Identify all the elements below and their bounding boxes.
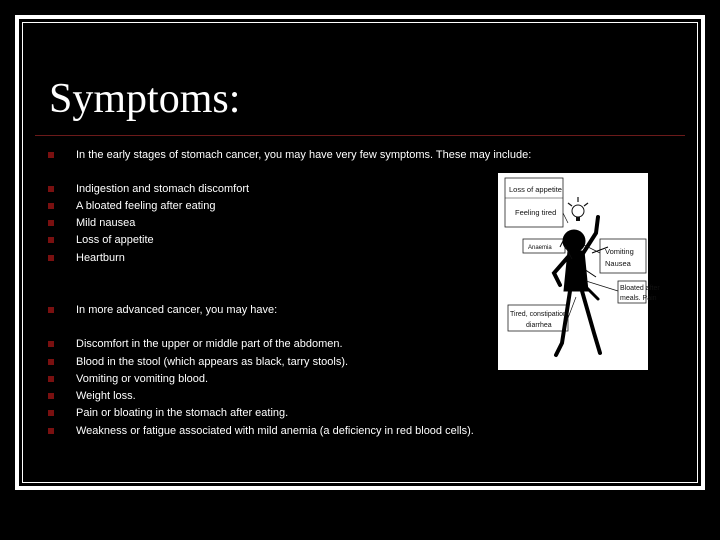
- bullet-item: [48, 371, 528, 388]
- bullet-item: [48, 423, 528, 440]
- label-vomiting: Vomiting: [605, 247, 634, 256]
- symptoms-illustration: [498, 173, 660, 370]
- square-bullet-icon: [48, 186, 54, 192]
- bullet-item: [48, 388, 528, 405]
- lightbulb-icon: [568, 197, 588, 221]
- bullet-item: [48, 354, 528, 371]
- square-bullet-icon: [48, 376, 54, 382]
- bullet-text: Weight loss.: [76, 390, 136, 402]
- bullet-item: [48, 198, 528, 215]
- label-bloated-2: meals. Pain: [620, 295, 657, 302]
- bullet-text: Weakness or fatigue associated with mild anemia (a deficiency in red blood cells).: [76, 425, 474, 437]
- stick-figure-icon: [554, 217, 608, 355]
- label-feeling-tired: Feeling tired: [515, 208, 557, 217]
- symptoms-figure-svg: [498, 173, 660, 370]
- square-bullet-icon: [48, 410, 54, 416]
- square-bullet-icon: [48, 203, 54, 209]
- label-nausea: Nausea: [605, 259, 631, 268]
- bullet-item: [48, 232, 528, 249]
- bullet-text: In more advanced cancer, you may have:: [76, 304, 278, 316]
- bullet-text: Loss of appetite: [76, 234, 154, 246]
- label-bowel-2: diarrhea: [526, 322, 552, 329]
- square-bullet-icon: [48, 220, 54, 226]
- bullet-item: [48, 181, 528, 198]
- square-bullet-icon: [48, 428, 54, 434]
- bullet-item: [48, 215, 528, 232]
- bullet-item: [48, 250, 528, 267]
- square-bullet-icon: [48, 152, 54, 158]
- slide-title: Symptoms:: [49, 76, 241, 122]
- bullet-text: Mild nausea: [76, 217, 136, 229]
- label-bloated-1: Bloated after: [620, 285, 660, 292]
- bullet-item: [48, 405, 528, 422]
- bullet-text: Heartburn: [76, 252, 125, 264]
- bullet-text: Indigestion and stomach discomfort: [76, 183, 250, 195]
- bullet-item: [48, 147, 532, 164]
- bullet-item: [48, 302, 528, 319]
- label-bowel-1: Tired, constipation,: [510, 311, 569, 318]
- bullet-text: Pain or bloating in the stomach after eating.: [76, 407, 289, 419]
- square-bullet-icon: [48, 307, 54, 313]
- bullet-text: In the early stages of stomach cancer, you may have very few symptoms. These may include:: [76, 149, 532, 161]
- title-divider: [35, 135, 685, 136]
- label-loss-of-appetite: Loss of appetite: [509, 185, 562, 194]
- square-bullet-icon: [48, 393, 54, 399]
- bullet-item: [48, 336, 528, 353]
- bullet-text: A bloated feeling after eating: [76, 200, 216, 212]
- square-bullet-icon: [48, 341, 54, 347]
- square-bullet-icon: [48, 359, 54, 365]
- bullet-text: Blood in the stool (which appears as black, tarry stools).: [76, 356, 349, 368]
- label-anaemia: Anaemia: [528, 245, 552, 251]
- square-bullet-icon: [48, 237, 54, 243]
- bullet-text: Vomiting or vomiting blood.: [76, 373, 209, 385]
- square-bullet-icon: [48, 255, 54, 261]
- bullet-text: Discomfort in the upper or middle part of the abdomen.: [76, 338, 343, 350]
